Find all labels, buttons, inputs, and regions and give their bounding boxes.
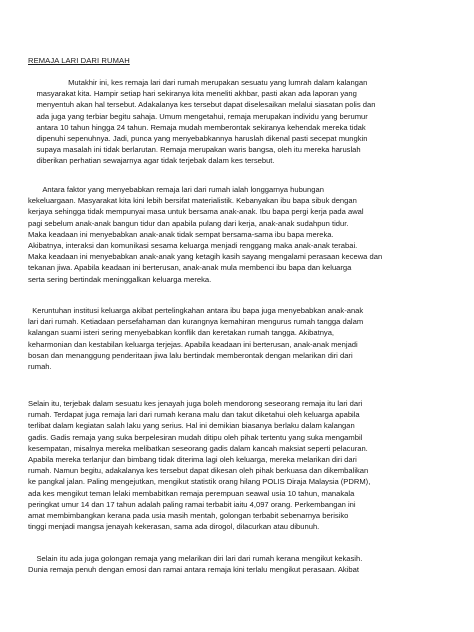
- text-line: amat membimbangkan kerana pada usia masih mentah, golongan terbabit sebenarnya berisiko: [28, 511, 349, 521]
- text-line: ada juga yang terbiar begitu sahaja. Umum mengetahui, remaja merupakan individu yang berumur: [28, 111, 368, 121]
- text-line: Keruntuhan institusi keluarga akibat pertelingkahan antara ibu bapa juga menyebabkan anak-anak: [28, 306, 364, 315]
- text-line: masyarakat kita. Hampir setiap hari sekiranya kita meneliti akhbar, pasti akan ada laporan yang: [28, 89, 357, 99]
- paragraph-2: [28, 184, 448, 285]
- text-line: menyentuh akan hal tersebut. Adakalanya kes tersebut dapat diselesaikan melalui siasatan polis dan: [28, 100, 376, 110]
- text-line: Selain itu, terjebak dalam sesuatu kes jenayah juga boleh mendorong seseorang remaja itu lari dari: [28, 399, 363, 408]
- text-line: lari dari rumah. Ketiadaan persefahaman dan kurangnya kemahiran mengurus rumah tangga dalam: [28, 317, 364, 327]
- text-line: diberikan perhatian sewajarnya agar tidak terjebak dalam kes tersebut.: [28, 156, 275, 166]
- text-line: dipenuhi sepenuhnya. Jadi, punca yang menyebabkannya haruslah dikenal pasti secepat mungkin: [28, 134, 368, 144]
- text-line: peringkat umur 14 dan 17 tahun adalah paling ramai terbabit iaitu 4,097 orang. Perkembangan ini: [28, 499, 356, 509]
- text-line: ada kes mengikut teman lelaki membabitkan remaja perempuan seawal usia 10 tahun, manakala: [28, 488, 355, 498]
- text-line: Antara faktor yang menyebabkan remaja lari dari rumah ialah longgarnya hubungan: [28, 185, 324, 194]
- paragraph-4: [28, 398, 448, 532]
- text-line: antara 10 tahun hingga 24 tahun. Remaja mudah memberontak sekiranya kehendak mereka tidak: [28, 122, 366, 132]
- text-line: gadis. Gadis remaja yang suka berpelesiran mudah ditipu oleh pihak tertentu yang suka mengambil: [28, 432, 363, 442]
- text-line: Akibatnya, interaksi dan komunikasi sesama keluarga menjadi renggang maka anak-anak terabai.: [28, 241, 358, 251]
- text-line: kesempatan, misalnya mereka melibatkan seseorang gadis dalam kancah maksiat seperti pelacuran.: [28, 443, 368, 453]
- text-line: terlibat dalam kegiatan salah laku yang serius. Hal ini demikian biasanya berlaku dalam kalangan: [28, 421, 355, 431]
- text-line: supaya masalah ini tidak berlarutan. Remaja merupakan waris bangsa, oleh itu mereka haruslah: [28, 145, 361, 155]
- text-line: kalangan suami isteri sering menyebabkan konflik dan keretakan rumah tangga. Akibatnya,: [28, 328, 335, 338]
- paragraph-1: [28, 77, 448, 167]
- text-line: rumah. Namun begitu, adakalanya kes tersebut dapat dikesan oleh pihak berkuasa dan dikembalikan: [28, 466, 369, 476]
- text-line: Dunia remaja penuh dengan emosi dan ramai antara remaja kini terlalu mengikut perasaan. Akibat: [28, 565, 359, 575]
- text-line: serta sering bertindak meninggalkan keluarga mereka.: [28, 274, 212, 284]
- document-title: REMAJA LARI DARI RUMAH: [28, 56, 130, 65]
- text-line: Selain itu ada juga golongan remaja yang melarikan diri lari dari rumah kerana mengikut kekasih.: [28, 554, 363, 563]
- text-line: Maka keadaan ini menyebabkan anak-anak tidak sempat bersama-sama ibu bapa mereka.: [28, 229, 334, 239]
- text-line: Apabila mereka terlanjur dan bimbang tidak diterima lagi oleh keluarga, mereka melarikan diri dari: [28, 455, 357, 465]
- text-line: tinggi menjadi mangsa jenayah kekerasan, sama ada dirogol, dilacurkan atau dibunuh.: [28, 522, 320, 532]
- text-line: Mutakhir ini, kes remaja lari dari rumah merupakan sesuatu yang lumrah dalam kalangan: [28, 78, 368, 87]
- text-line: kerjaya sehingga tidak mempunyai masa untuk bersama anak-anak. Ibu bapa pergi kerja pada awal: [28, 207, 364, 217]
- text-line: kekeluargaan. Masyarakat kita kini lebih bersifat materialistik. Kebanyakan ibu bapa sibuk dengan: [28, 196, 357, 206]
- text-line: rumah. Terdapat juga remaja lari dari rumah kerana malu dan takut diketahui oleh keluarga apabila: [28, 410, 360, 420]
- text-line: rumah.: [28, 362, 52, 372]
- paragraph-5: [28, 553, 448, 575]
- text-line: Maka keadaan ini menyebabkan anak-anak yang ketagih kasih sayang mengalami perasaan kecewa dan: [28, 252, 383, 262]
- text-line: pagi sebelum anak-anak bangun tidur dan apabila pulang dari kerja, anak-anak sudahpun tidur.: [28, 218, 349, 228]
- text-line: bosan dan menanggung penderitaan jiwa lalu bertindak memberontak dengan melarikan diri dari: [28, 350, 353, 360]
- text-line: ke pangkal jalan. Paling mengejutkan, mengikut statistik orang hilang POLIS Diraja Malaysia (PDRM),: [28, 477, 371, 487]
- text-line: tekanan jiwa. Apabila keadaan ini berterusan, anak-anak mula membenci ibu bapa dan keluarga: [28, 263, 352, 273]
- paragraph-3: [28, 305, 448, 372]
- text-line: keharmonian dan kestabilan keluarga terjejas. Apabila keadaan ini berterusan, anak-anak menjadi: [28, 339, 358, 349]
